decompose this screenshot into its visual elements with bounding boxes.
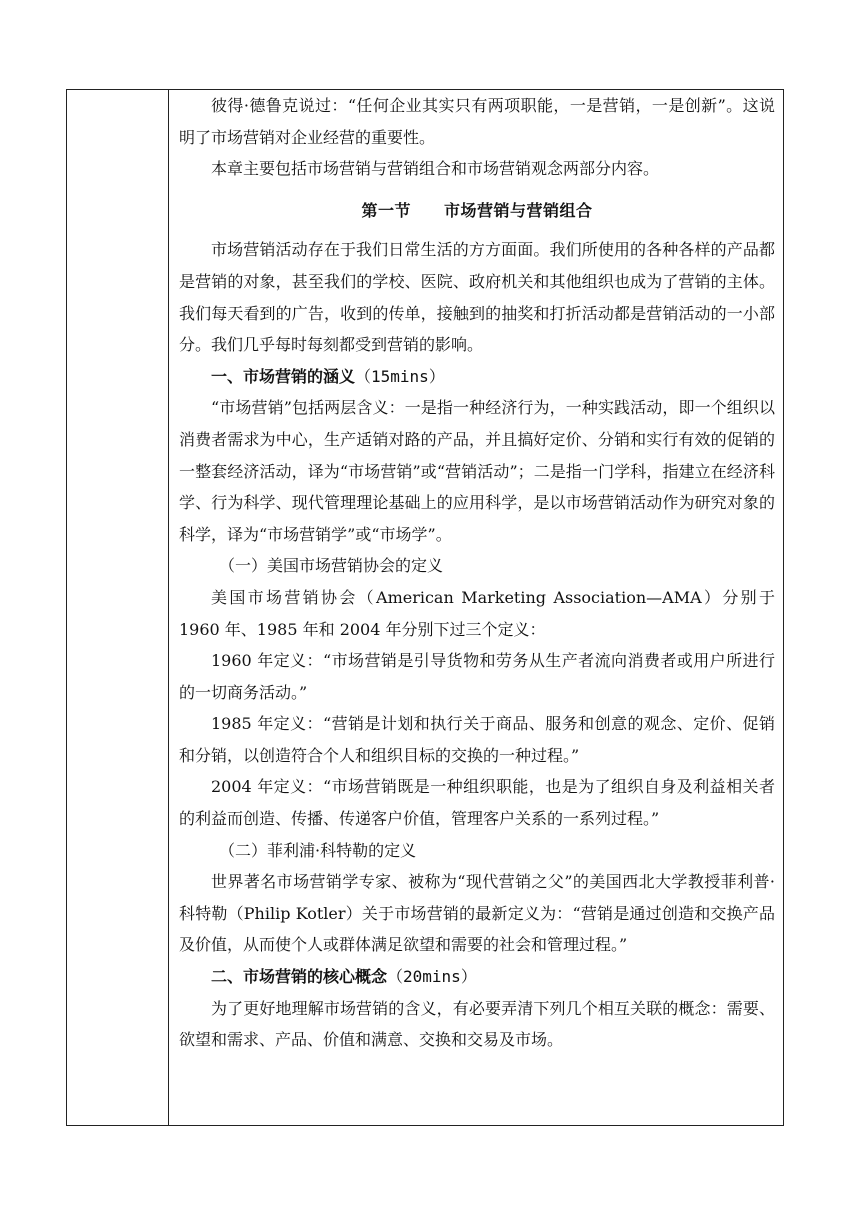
marketing-meaning-paragraph: “市场营销”包括两层含义：一是指一种经济行为，一种实践活动，即一个组织以消费者需求为中心，生产适销对路的产品，并且搞好定价、分销和实行有效的促销的一整套经济活动，译为“市场营销”或“营销活动”；二是指一门学科，指建立在经济科学、行为科学、现代管理理论基础上的应用科学，是以市场营销活动作为研究对象的科学，译为“市场营销学”或“市场学”。 bbox=[179, 398, 775, 544]
left-column-cell bbox=[67, 90, 169, 1125]
definition-1985: 1985 年定义：“营销是计划和执行关于商品、服务和创意的观念、定价、促销和分销，以创造符合个人和组织目标的交换的一种过程。” bbox=[179, 714, 775, 765]
heading-1-text: 一、市场营销的涵义 bbox=[211, 366, 356, 386]
lesson-table bbox=[66, 89, 784, 1126]
heading-1-time: （15mins） bbox=[355, 366, 445, 386]
core-concepts-paragraph: 为了更好地理解市场营销的含义，有必要弄清下列几个相互关联的概念：需要、欲望和需求、产品、价值和满意、交换和交易及市场。 bbox=[179, 998, 775, 1050]
heading-2-time: （20mins） bbox=[387, 967, 477, 987]
kotler-definition-paragraph: 世界著名市场营销学专家、被称为“现代营销之父”的美国西北大学教授菲利普·科特勒（Philip Kotler）关于市场营销的最新定义为：“营销是通过创造和交换产品及价值，从而使个人或群体满足欲望和需要的社会和管理过程。” bbox=[179, 872, 775, 955]
intro-paragraph-2: 本章主要包括市场营销与营销组合和市场营销观念两部分内容。 bbox=[211, 159, 660, 179]
heading-2-text: 二、市场营销的核心概念 bbox=[211, 967, 388, 987]
ama-intro-paragraph: 美国市场营销协会（American Marketing Association—AMA）分别于 1960 年、1985 年和 2004 年分别下过三个定义： bbox=[179, 587, 775, 639]
definition-1960: 1960 年定义：“市场营销是引导货物和劳务从生产者流向消费者或用户所进行的一切商务活动。” bbox=[179, 651, 775, 702]
heading-marketing-meaning bbox=[179, 361, 775, 393]
content-cell bbox=[179, 90, 775, 1056]
definition-2004: 2004 年定义：“市场营销既是一种组织职能，也是为了组织自身及利益相关者的利益而创造、传播、传递客户价值，管理客户关系的一系列过程。” bbox=[179, 777, 775, 829]
section-title: 第一节 市场营销与营销组合 bbox=[361, 200, 593, 220]
heading-core-concepts bbox=[179, 961, 775, 993]
intro-paragraph-1: 彼得·德鲁克说过：“任何企业其实只有两项职能，一是营销，一是创新”。这说明了市场营销对企业经营的重要性。 bbox=[179, 96, 775, 147]
subheading-ama-definition: （一）美国市场营销协会的定义 bbox=[219, 556, 444, 576]
subheading-kotler-definition: （二）菲利浦·科特勒的定义 bbox=[219, 840, 417, 860]
section-intro-paragraph: 市场营销活动存在于我们日常生活的方方面面。我们所使用的各种各样的产品都是营销的对象，甚至我们的学校、医院、政府机关和其他组织也成为了营销的主体。我们每天看到的广告，收到的传单，接触到的抽奖和打折活动都是营销活动的一小部分。我们几乎每时每刻都受到营销的影响。 bbox=[179, 240, 775, 355]
